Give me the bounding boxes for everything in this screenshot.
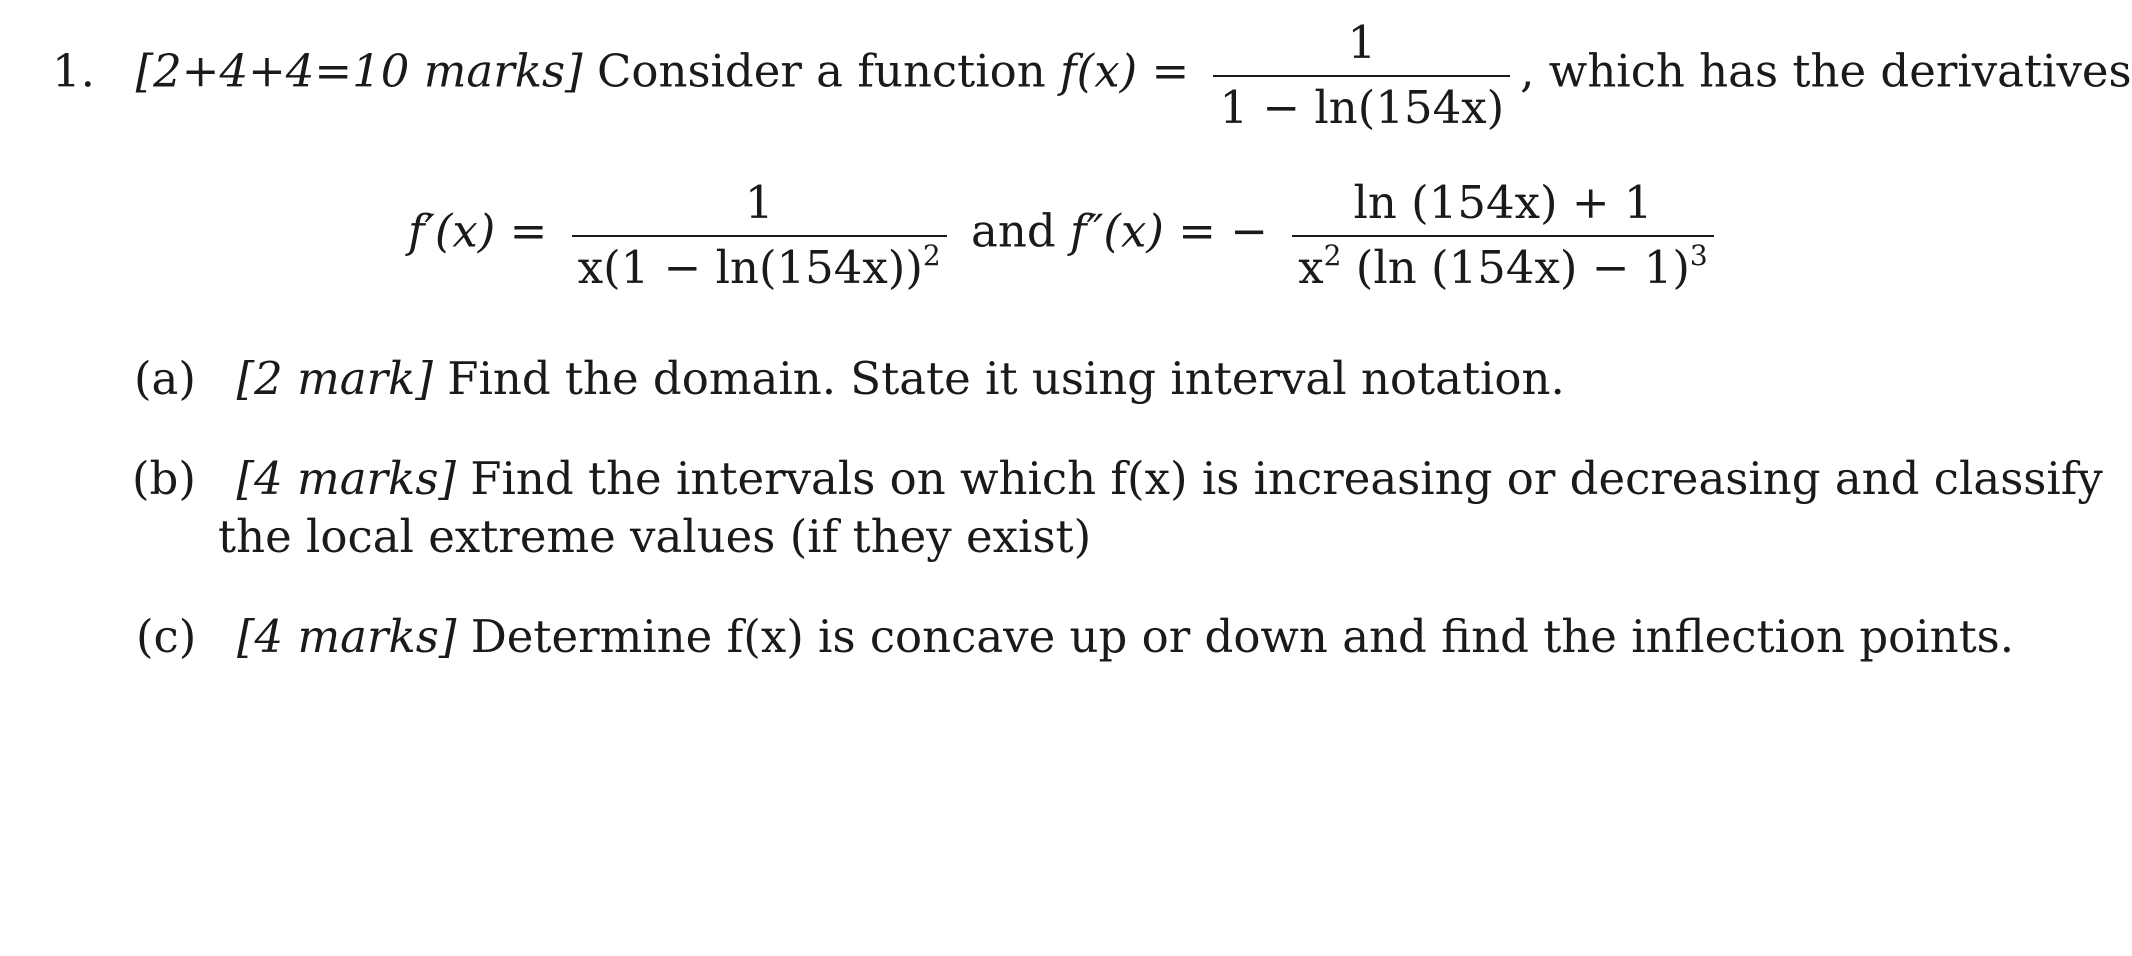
- part-marks: [4 marks]: [236, 452, 456, 505]
- first-derivative-fraction: [572, 176, 947, 294]
- problem-line: [52, 16, 2132, 134]
- first-derivative-lhs: f′(x) =: [408, 204, 548, 258]
- derivatives-line: [408, 176, 1724, 294]
- second-derivative-fraction: [1292, 176, 1713, 294]
- problem-after: which has the derivatives: [1548, 44, 2132, 98]
- part-b-continuation: [218, 510, 1092, 563]
- problem-intro: Consider a function: [596, 44, 1046, 98]
- problem-number: 1.: [52, 44, 95, 98]
- part-text-continued: the local extreme values (if they exist): [218, 510, 1092, 563]
- first-derivative-denominator: $x(1 - \ln(154x))^2$: [572, 235, 947, 290]
- part-label: (a): [134, 352, 196, 405]
- part-text: Determine f(x) is concave up or down and find the inflection points.: [470, 610, 2015, 663]
- problem-marks: [2+4+4=10 marks]: [135, 44, 583, 98]
- part-label: (c): [136, 610, 197, 663]
- part-a: [134, 352, 1565, 405]
- first-derivative-numerator: 1: [744, 176, 774, 229]
- part-marks: [2 mark]: [236, 352, 433, 405]
- part-marks: [4 marks]: [236, 610, 457, 663]
- and-text: and: [971, 204, 1056, 258]
- second-derivative-denominator: $x^2$ (ln (154x) − 1)$^3$: [1292, 235, 1713, 290]
- function-numerator: 1: [1347, 16, 1377, 69]
- function-lhs: f(x) =: [1060, 44, 1190, 98]
- function-denominator: 1 − ln(154x): [1213, 75, 1510, 130]
- part-text: Find the intervals on which f(x) is increasing or decreasing and classify: [470, 452, 2103, 505]
- function-fraction: [1213, 16, 1510, 134]
- comma: ,: [1520, 44, 1535, 98]
- second-derivative-numerator: ln (154x) + 1: [1353, 176, 1653, 229]
- part-b: [132, 452, 2103, 505]
- part-text: Find the domain. State it using interval notation.: [447, 352, 1565, 405]
- part-c: [136, 610, 2015, 663]
- part-label: (b): [132, 452, 196, 505]
- second-derivative-lhs: f″(x) = −: [1069, 204, 1268, 258]
